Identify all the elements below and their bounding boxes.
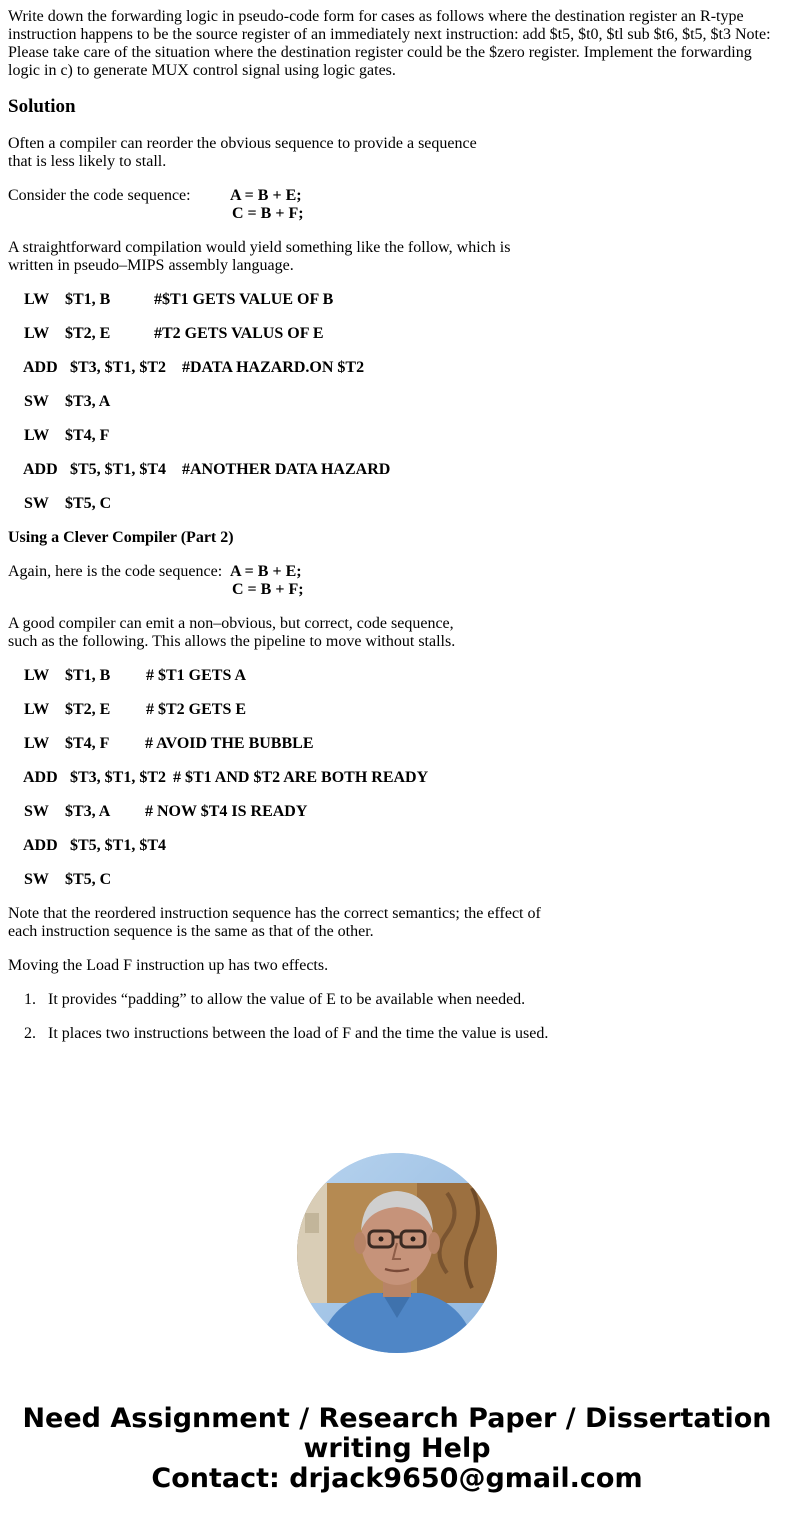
code-args: $T1, B	[65, 667, 111, 684]
code-args: $T2, E	[65, 325, 111, 342]
list-item	[8, 1025, 786, 1043]
document-body	[8, 8, 786, 1059]
solution-heading: Solution	[8, 96, 76, 117]
code-args: $T5, $T1, $T4	[70, 837, 167, 854]
code-line	[8, 769, 786, 787]
code-line	[8, 359, 786, 377]
list-number: 2.	[24, 1025, 36, 1042]
code-op: ADD	[23, 837, 58, 854]
code-op: LW	[24, 291, 50, 308]
code-args: $T3, $T1, $T2	[70, 359, 167, 376]
code-op: SW	[24, 495, 49, 512]
intro-paragraph	[8, 135, 786, 171]
part-2-heading: Using a Clever Compiler (Part 2)	[8, 529, 234, 546]
code-line	[8, 495, 786, 513]
code-args: $T3, $T1, $T2	[70, 769, 167, 786]
code-args: $T4, F	[65, 735, 110, 752]
good-compiler-line-1: A good compiler can emit a non–obvious, but correct, code sequence,	[8, 615, 454, 632]
question-text: Write down the forwarding logic in pseudo-code form for cases as follows where the destination register an R-type instruction happens to be the source register of an immediately next instruction: add $t5, $t0, $tl sub $t6, $t5, $t3 Note: Please take care of the situation where the destination register could be the $zero register. Implement the forwarding logic in c) to generate MUX control signal using logic gates.	[8, 8, 771, 79]
code-line	[8, 427, 786, 445]
note-line-1: Note that the reordered instruction sequence has the correct semantics; the effect of	[8, 905, 541, 922]
code-line	[8, 461, 786, 479]
list-text: It places two instructions between the load of F and the time the value is used.	[48, 1025, 549, 1042]
code-args: $T3, A	[65, 803, 111, 820]
code-op: SW	[24, 393, 49, 410]
sequence-1-eq-1: A = B + E;	[230, 187, 302, 204]
code-comment: # $T1 AND $T2 ARE BOTH READY	[173, 769, 429, 786]
code-line	[8, 735, 786, 753]
code-line	[8, 667, 786, 685]
note-line-2: each instruction sequence is the same as that of the other.	[8, 923, 374, 940]
straightforward-line-2: written in pseudo–MIPS assembly language.	[8, 257, 294, 274]
sequence-2-eq-2: C = B + F;	[232, 581, 304, 598]
code-comment: # AVOID THE BUBBLE	[145, 735, 314, 752]
intro-line-2: that is less likely to stall.	[8, 153, 167, 170]
code-op: LW	[24, 325, 50, 342]
sequence-1-lead: Consider the code sequence:	[8, 187, 191, 204]
list-number: 1.	[24, 991, 36, 1008]
footer-line-1: Need Assignment / Research Paper / Dissertation	[22, 1403, 772, 1434]
code-comment: # NOW $T4 IS READY	[145, 803, 308, 820]
code-line	[8, 291, 786, 309]
sequence-1-eq-2: C = B + F;	[232, 205, 304, 222]
footer-line-2: writing Help	[303, 1433, 491, 1464]
good-compiler-paragraph	[8, 615, 786, 651]
code-line	[8, 701, 786, 719]
footer-banner	[0, 1404, 794, 1494]
code-line	[8, 393, 786, 411]
code-sequence-2	[8, 563, 786, 599]
code-line	[8, 803, 786, 821]
code-op: LW	[24, 427, 50, 444]
code-op: ADD	[23, 359, 58, 376]
list-item	[8, 991, 786, 1009]
code-comment: #$T1 GETS VALUE OF B	[154, 291, 334, 308]
straightforward-paragraph	[8, 239, 786, 275]
code-comment: # $T1 GETS A	[146, 667, 247, 684]
code-op: ADD	[23, 461, 58, 478]
list-text: It provides “padding” to allow the value of E to be available when needed.	[48, 991, 526, 1008]
code-args: $T5, C	[65, 871, 112, 888]
note-paragraph	[8, 905, 786, 941]
code-args: $T1, B	[65, 291, 111, 308]
code-block-2	[8, 667, 786, 889]
code-op: LW	[24, 667, 50, 684]
sequence-2-eq-1: A = B + E;	[230, 563, 302, 580]
code-comment: #ANOTHER DATA HAZARD	[182, 461, 391, 478]
code-line	[8, 325, 786, 343]
intro-line-1: Often a compiler can reorder the obvious sequence to provide a sequence	[8, 135, 477, 152]
code-args: $T5, C	[65, 495, 112, 512]
code-op: SW	[24, 803, 49, 820]
code-line	[8, 837, 786, 855]
code-args: $T2, E	[65, 701, 111, 718]
code-comment: # $T2 GETS E	[146, 701, 247, 718]
good-compiler-line-2: such as the following. This allows the pipeline to move without stalls.	[8, 633, 456, 650]
code-comment: #DATA HAZARD.ON $T2	[182, 359, 365, 376]
code-args: $T5, $T1, $T4	[70, 461, 167, 478]
code-args: $T4, F	[65, 427, 110, 444]
footer-contact: Contact: drjack9650@gmail.com	[151, 1463, 643, 1494]
code-comment: #T2 GETS VALUS OF E	[154, 325, 324, 342]
code-op: LW	[24, 735, 50, 752]
author-photo	[297, 1153, 497, 1353]
code-op: ADD	[23, 769, 58, 786]
code-args: $T3, A	[65, 393, 111, 410]
code-line	[8, 871, 786, 889]
sequence-2-lead: Again, here is the code sequence:	[8, 563, 223, 580]
straightforward-line-1: A straightforward compilation would yield something like the follow, which is	[8, 239, 511, 256]
effects-intro: Moving the Load F instruction up has two effects.	[8, 957, 329, 974]
portrait-illustration	[297, 1153, 497, 1353]
code-op: SW	[24, 871, 49, 888]
code-sequence-1	[8, 187, 786, 223]
code-block-1	[8, 291, 786, 513]
code-op: LW	[24, 701, 50, 718]
